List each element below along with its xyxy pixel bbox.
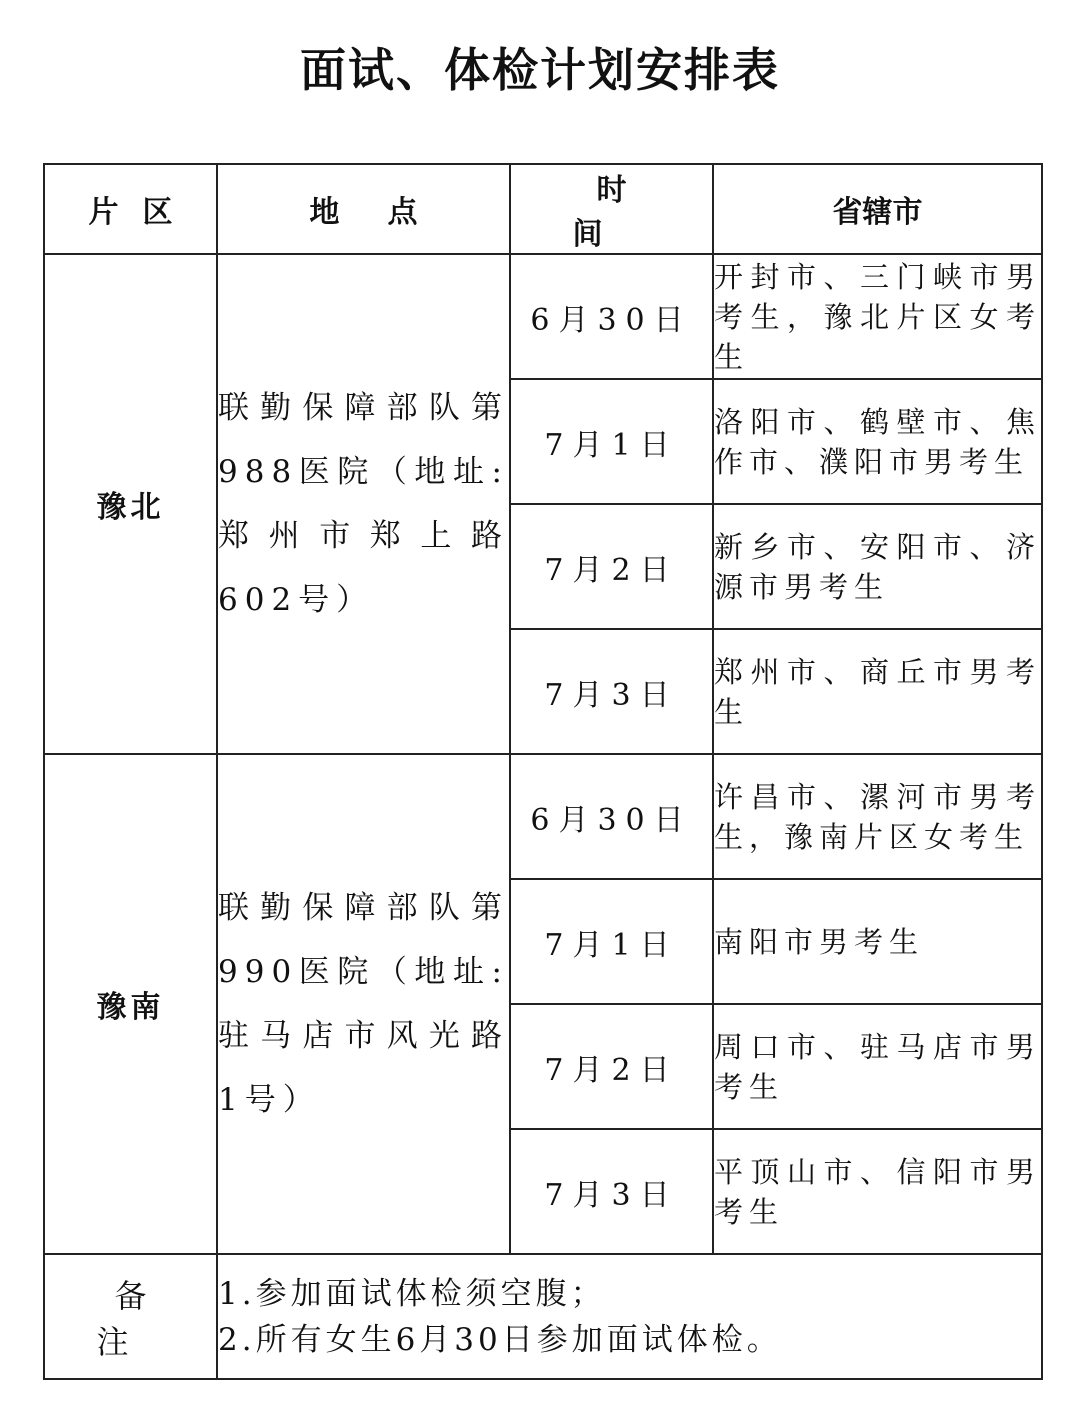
notes-row (44, 1254, 1042, 1379)
header-row (44, 164, 1042, 254)
cities-cell: 南阳市男考生 (713, 879, 1042, 1004)
date-cell: 6月30日 (510, 754, 713, 879)
header-location: 地点 (217, 164, 510, 254)
table-row (44, 754, 1042, 879)
notes-label: 备注 (44, 1254, 217, 1379)
cities-cell: 新乡市、安阳市、济源市男考生 (713, 504, 1042, 629)
note-item: 1.参加面试体检须空腹； (218, 1275, 606, 1312)
cities-cell: 周口市、驻马店市男考生 (713, 1004, 1042, 1129)
cities-cell: 平顶山市、信阳市男考生 (713, 1129, 1042, 1254)
header-cities: 省辖市 (713, 164, 1042, 254)
region-cell-south: 豫南 (44, 754, 217, 1254)
schedule-table (43, 163, 1043, 1380)
date-cell: 7月1日 (510, 379, 713, 504)
region-cell-north: 豫北 (44, 254, 217, 754)
date-cell: 7月2日 (510, 1004, 713, 1129)
notes-content (217, 1254, 1042, 1379)
date-cell: 7月2日 (510, 504, 713, 629)
note-item: 2.所有女生6月30日参加面试体检。 (218, 1321, 782, 1358)
cities-cell: 洛阳市、鹤壁市、焦作市、濮阳市男考生 (713, 379, 1042, 504)
date-cell: 7月3日 (510, 629, 713, 754)
header-region: 片区 (44, 164, 217, 254)
date-cell: 7月1日 (510, 879, 713, 1004)
date-cell: 7月3日 (510, 1129, 713, 1254)
cities-cell: 开封市、三门峡市男考生，豫北片区女考生 (713, 254, 1042, 379)
location-cell-south: 联勤保障部队第990医院（地址:驻马店市风光路1号） (217, 754, 510, 1254)
table-row (44, 254, 1042, 379)
cities-cell: 许昌市、漯河市男考生，豫南片区女考生 (713, 754, 1042, 879)
cities-cell: 郑州市、商丘市男考生 (713, 629, 1042, 754)
date-cell: 6月30日 (510, 254, 713, 379)
header-time: 时间 (510, 164, 713, 254)
page-title: 面试、体检计划安排表 (300, 43, 780, 97)
location-cell-north: 联勤保障部队第988医院（地址:郑州市郑上路602号） (217, 254, 510, 754)
